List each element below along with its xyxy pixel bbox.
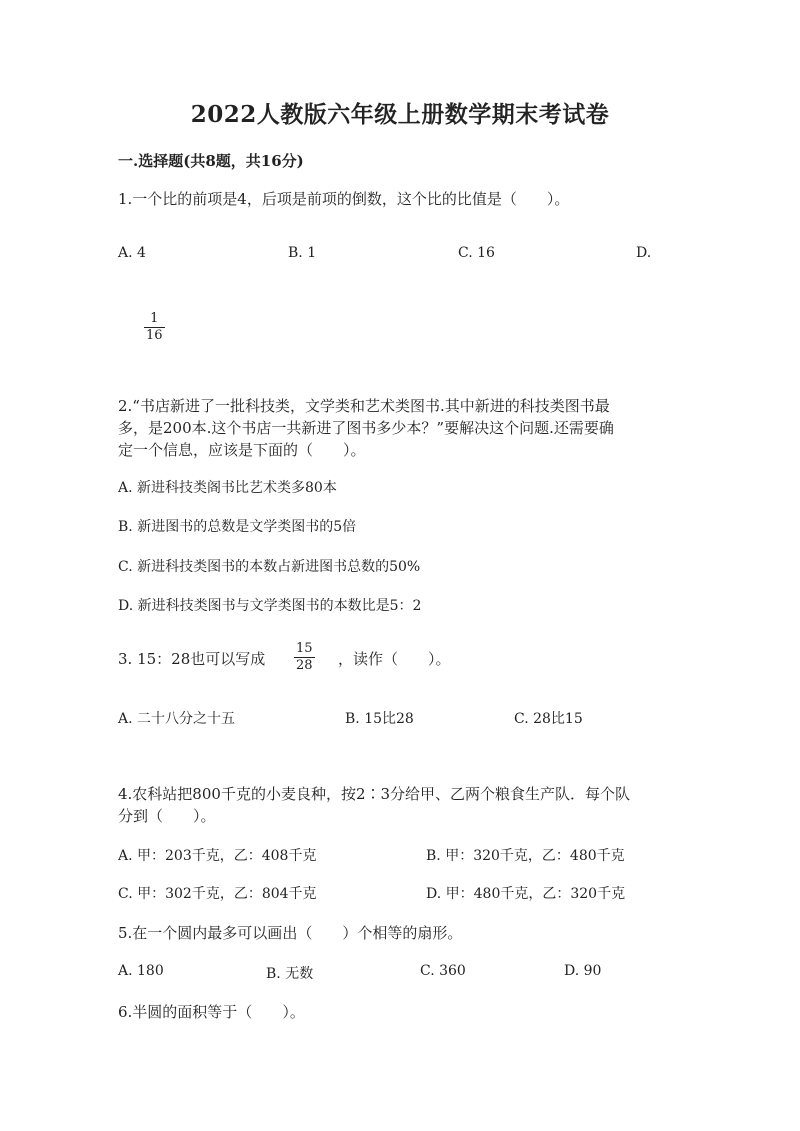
question-5: 5.在一个圆内最多可以画出（ ）个相等的扇形。 bbox=[118, 924, 463, 942]
q3-option-b: B. 15比28 bbox=[345, 711, 414, 727]
q2-option-d: D. 新进科技类图书与文学类图书的本数比是5：2 bbox=[118, 598, 422, 614]
q1-option-c: C. 16 bbox=[458, 245, 495, 261]
fraction-denominator: 28 bbox=[296, 658, 313, 673]
question-2-line-3: 定一个信息，应该是下面的（ ）。 bbox=[118, 441, 366, 459]
page-title: 2022人教版六年级上册数学期末考试卷 bbox=[190, 101, 610, 128]
section-heading: 一.选择题(共8题，共16分) bbox=[118, 152, 304, 170]
q1-option-a: A. 4 bbox=[118, 245, 146, 261]
q4-option-c: C. 甲：302千克，乙：804千克 bbox=[118, 886, 317, 902]
q3-option-a: A. 二十八分之十五 bbox=[118, 711, 236, 727]
fraction-numerator: 15 bbox=[296, 641, 313, 656]
q5-option-b: B. 无数 bbox=[266, 966, 314, 982]
q1-option-d-fraction bbox=[144, 312, 165, 343]
fraction-numerator: 1 bbox=[150, 311, 159, 326]
q5-option-a: A. 180 bbox=[118, 963, 164, 979]
q2-option-b: B. 新进图书的总数是文学类图书的5倍 bbox=[118, 519, 357, 535]
fraction-denominator: 16 bbox=[146, 328, 163, 343]
question-3-text-after: ，读作（ ）。 bbox=[338, 650, 451, 668]
q2-option-c: C. 新进科技类图书的本数占新进图书总数的50% bbox=[118, 559, 421, 575]
q1-option-b: B. 1 bbox=[288, 245, 317, 261]
question-1: 1.一个比的前项是4，后项是前项的倒数，这个比的比值是（ ）。 bbox=[118, 190, 570, 208]
q1-option-d: D. bbox=[636, 245, 652, 261]
question-4-line-2: 分到（ ）。 bbox=[118, 807, 216, 825]
question-6: 6.半圆的面积等于（ ）。 bbox=[118, 1003, 305, 1021]
q3-option-c: C. 28比15 bbox=[514, 711, 583, 727]
q4-option-b: B. 甲：320千克，乙：480千克 bbox=[426, 848, 625, 864]
q5-option-c: C. 360 bbox=[420, 963, 466, 979]
question-4-line-1: 4.农科站把800千克的小麦良种，按2∶3分给甲、乙两个粮食生产队．每个队 bbox=[118, 785, 631, 803]
q4-option-a: A. 甲：203千克，乙：408千克 bbox=[118, 848, 317, 864]
q2-option-a: A. 新进科技类阁书比艺术类多80本 bbox=[118, 480, 337, 496]
question-2-line-2: 多，是200本.这个书店一共新进了图书多少本？”要解决这个问题.还需要确 bbox=[118, 419, 614, 437]
q3-fraction bbox=[294, 642, 315, 673]
q4-option-d: D. 甲：480千克，乙：320千克 bbox=[426, 886, 626, 902]
question-2-line-1: 2.“书店新进了一批科技类，文学类和艺术类图书.其中新进的科技类图书最 bbox=[118, 397, 610, 415]
question-3-text: 3. 15：28也可以写成 bbox=[118, 650, 266, 668]
q5-option-d: D. 90 bbox=[564, 963, 602, 979]
